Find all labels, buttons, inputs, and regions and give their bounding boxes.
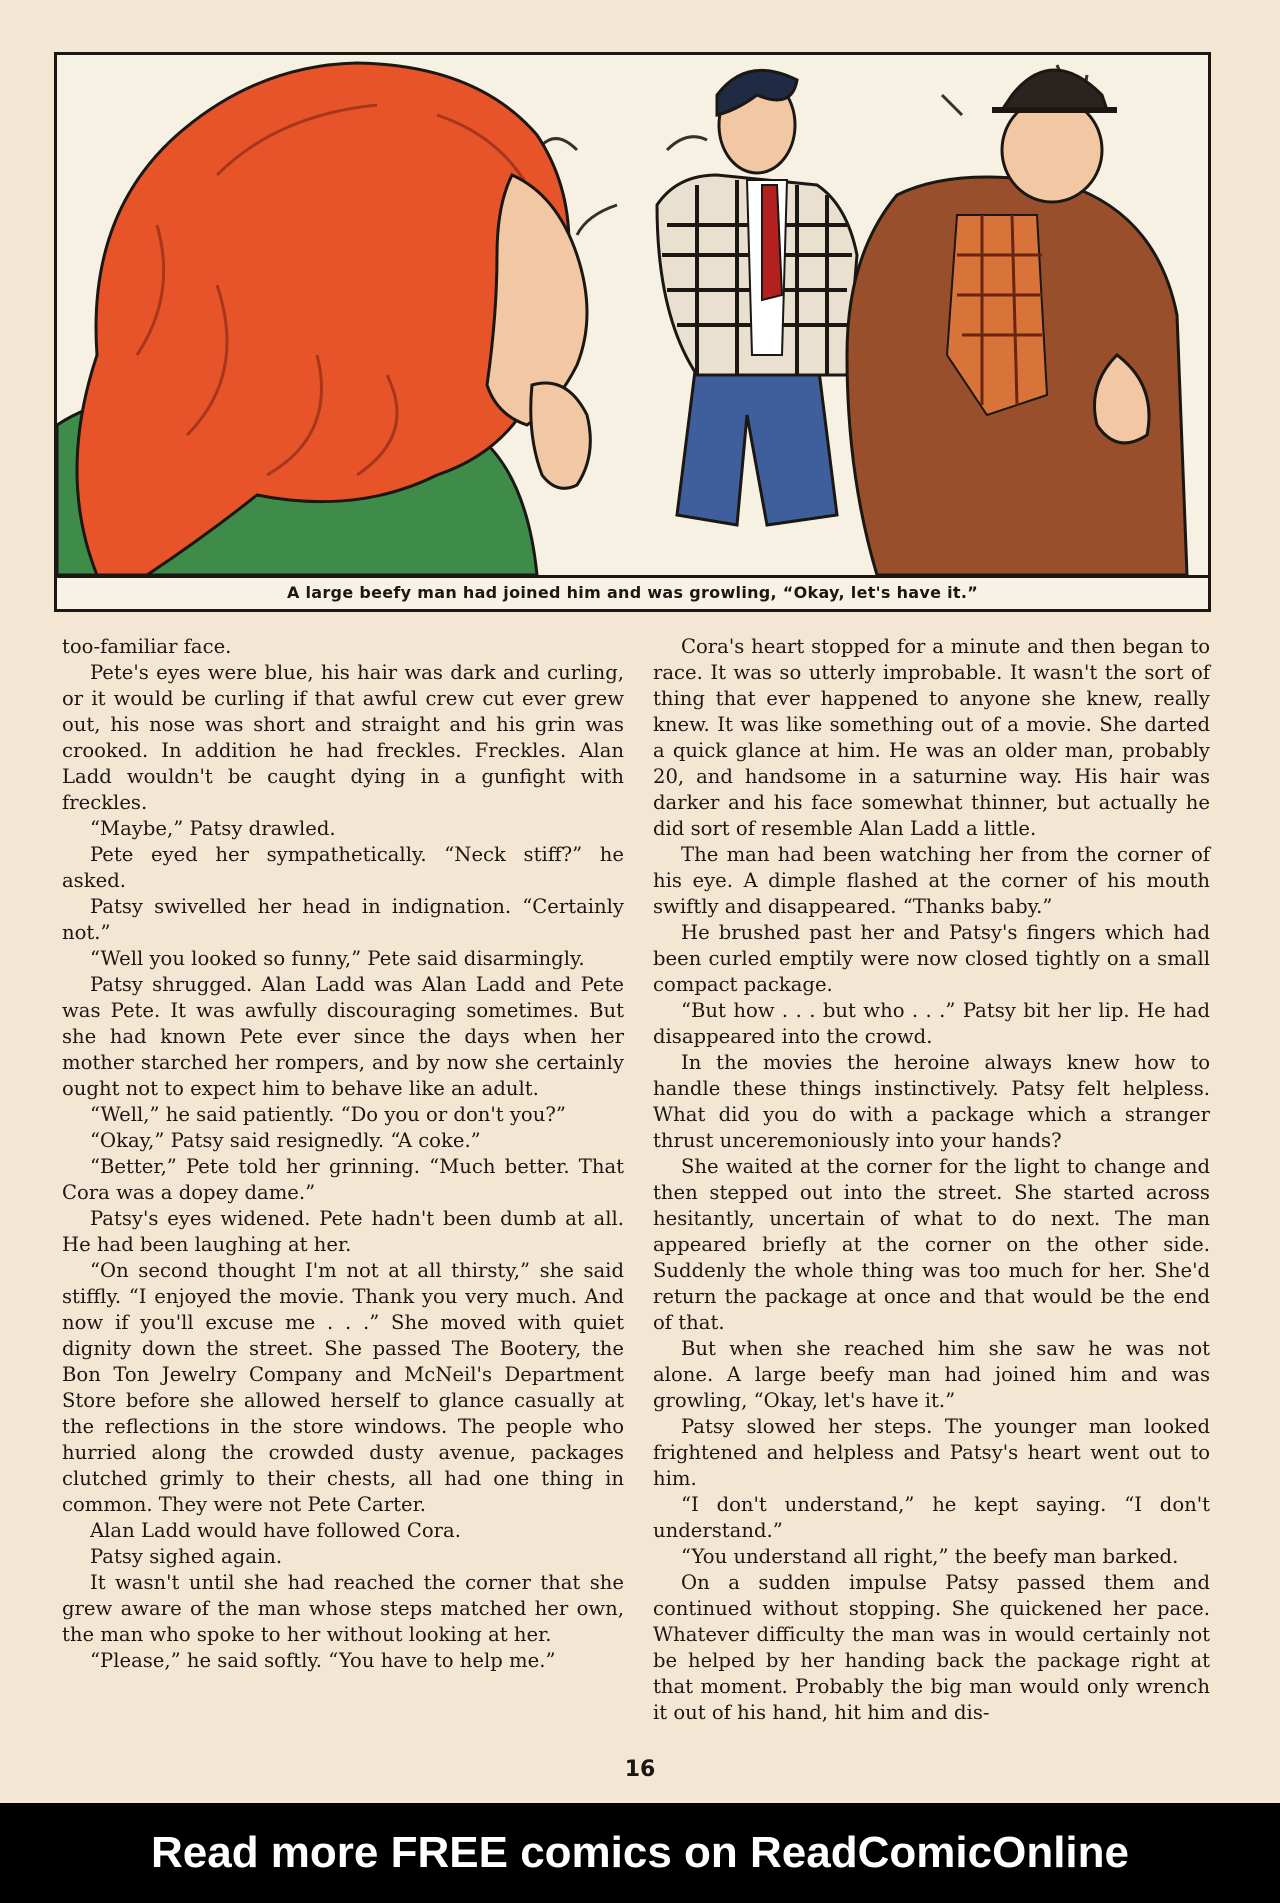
panel-caption: A large beefy man had joined him and was growling, “Okay, let's have it.” xyxy=(57,575,1208,609)
paragraph: “On second thought I'm not at all thirsty,” she said stiffly. “I enjoyed the movie. Thank you very much. And now if you'll excuse me . . .” She moved with quiet dignity down the street. She passed The Bootery, the Bon Ton Jewelry Company and McNeil's Department Store before she allowed herself to glance casually at the reflections in the store windows. The people who hurried along the crowded dusty avenue, packages clutched grimly to their chests, all had one thing in common. They were not Pete Carter. xyxy=(62,1259,624,1516)
paragraph: In the movies the heroine always knew how to handle these things instinctively. Patsy felt helpless. What did you do with a package which a stranger thrust unceremoniously into your hands? xyxy=(653,1051,1210,1152)
paragraph: too-familiar face. xyxy=(62,635,232,658)
paragraph: It wasn't until she had reached the corner that she grew aware of the man whose steps matched her own, the man who spoke to her without looking at her. xyxy=(62,1571,624,1646)
text-column-right xyxy=(653,634,1210,1726)
paragraph: Patsy's eyes widened. Pete hadn't been dumb at all. He had been laughing at her. xyxy=(62,1207,624,1256)
paragraph: Patsy sighed again. xyxy=(90,1545,283,1568)
paragraph: “Well,” he said patiently. “Do you or don't you?” xyxy=(90,1103,566,1126)
paragraph: Patsy slowed her steps. The younger man looked frightened and helpless and Patsy's heart went out to him. xyxy=(653,1415,1210,1490)
paragraph: Patsy swivelled her head in indignation. “Certainly not.” xyxy=(62,895,624,944)
paragraph: “You understand all right,” the beefy man barked. xyxy=(681,1545,1179,1568)
paragraph: He brushed past her and Patsy's fingers which had been curled emptily were now closed tightly on a small compact package. xyxy=(653,921,1210,996)
paragraph: The man had been watching her from the corner of his eye. A dimple flashed at the corner of his mouth swiftly and disappeared. “Thanks baby.” xyxy=(653,843,1210,918)
paragraph: She waited at the corner for the light to change and then stepped out into the street. She started across hesitantly, uncertain of what to do next. The man appeared briefly at the corner on the other side. Suddenly the whole thing was too much for her. She'd return the package at once and that would be the end of that. xyxy=(653,1155,1210,1334)
paragraph: But when she reached him she saw he was not alone. A large beefy man had joined him and was growling, “Okay, let's have it.” xyxy=(653,1337,1210,1412)
promo-banner[interactable] xyxy=(0,1803,1280,1903)
paragraph: “But how . . . but who . . .” Patsy bit her lip. He had disappeared into the crowd. xyxy=(653,999,1210,1048)
illustration-panel xyxy=(54,52,1211,612)
paragraph: Pete eyed her sympathetically. “Neck stiff?” he asked. xyxy=(62,843,624,892)
paragraph: “Well you looked so funny,” Pete said disarmingly. xyxy=(90,947,585,970)
panel-illustration xyxy=(57,55,1208,575)
paragraph: “I don't understand,” he kept saying. “I don't understand.” xyxy=(653,1493,1210,1542)
paragraph: “Please,” he said softly. “You have to help me.” xyxy=(90,1649,556,1672)
paragraph: “Better,” Pete told her grinning. “Much better. That Cora was a dopey dame.” xyxy=(62,1155,624,1204)
paragraph: “Okay,” Patsy said resignedly. “A coke.” xyxy=(90,1129,481,1152)
paragraph: Patsy shrugged. Alan Ladd was Alan Ladd and Pete was Pete. It was awfully discouraging sometimes. But she had known Pete ever since the days when her mother starched her rompers, and by now she certainly ought not to expect him to behave like an adult. xyxy=(62,973,624,1100)
paragraph: “Maybe,” Patsy drawled. xyxy=(90,817,336,840)
paragraph: Alan Ladd would have followed Cora. xyxy=(90,1519,461,1542)
paragraph: Pete's eyes were blue, his hair was dark and curling, or it would be curling if that awful crew cut ever grew out, his nose was short and straight and his grin was crooked. In addition he had freckles. Freckles. Alan Ladd wouldn't be caught dying in a gunfight with freckles. xyxy=(62,661,624,814)
text-column-left xyxy=(62,634,624,1674)
promo-banner-text: Read more FREE comics on ReadComicOnline xyxy=(150,1828,1129,1877)
paragraph: On a sudden impulse Patsy passed them and continued without stopping. She quickened her pace. Whatever difficulty the man was in would certainly not be helped by her handing back the package right at that moment. Probably the big man would only wrench it out of his hand, hit him and dis- xyxy=(653,1571,1210,1724)
page-number: 16 xyxy=(624,1757,656,1782)
paragraph: Cora's heart stopped for a minute and then began to race. It was so utterly improbable. It wasn't the sort of thing that ever happened to anyone she knew, really knew. It was like something out of a movie. She darted a quick glance at him. He was an older man, probably 20, and handsome in a saturnine way. His hair was darker and his face somewhat thinner, but actually he did sort of resemble Alan Ladd a little. xyxy=(653,635,1210,840)
